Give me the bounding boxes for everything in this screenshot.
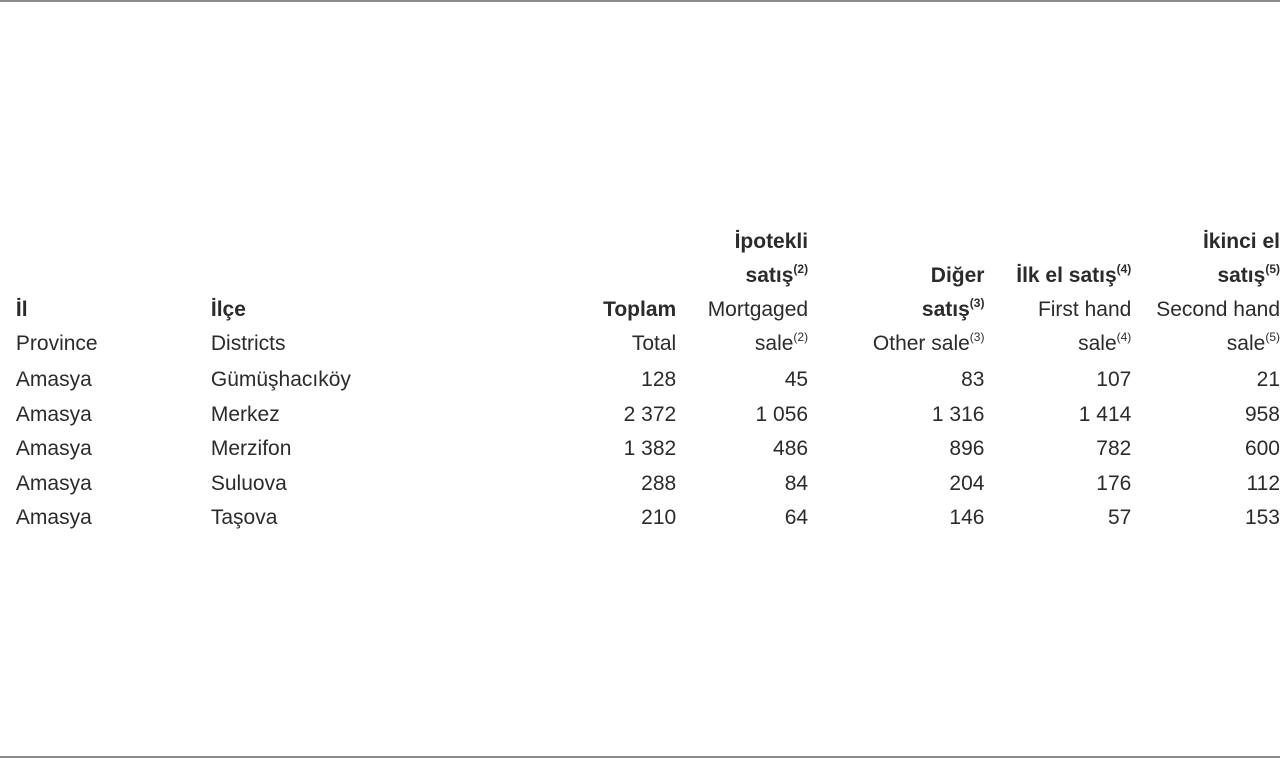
- cell-other: 146: [949, 506, 985, 530]
- cell-province: Amasya: [15, 506, 92, 530]
- cell-first-hand: 1 414: [1078, 402, 1132, 426]
- cell-second-hand: 958: [1244, 402, 1280, 426]
- cell-second-hand: 112: [1246, 471, 1280, 495]
- header-total: Toplam Total: [603, 298, 677, 355]
- cell-total: 128: [641, 368, 677, 392]
- cell-other: 896: [949, 437, 985, 461]
- cell-province: Amasya: [15, 368, 92, 392]
- cell-second-hand: 600: [1244, 437, 1280, 461]
- table-row: [0, 467, 1280, 502]
- header-district: İlçe Districts: [210, 298, 286, 355]
- table-row: [0, 501, 1280, 536]
- cell-province: Amasya: [15, 437, 92, 461]
- cell-first-hand: 176: [1096, 471, 1132, 495]
- cell-mortgaged: 1 056: [755, 402, 809, 426]
- header-other: Diğer satış$^{(3)}$ Other sale$^{(3)}$: [872, 264, 985, 355]
- cell-total: 2 372: [623, 402, 677, 426]
- cell-mortgaged: 64: [784, 506, 809, 530]
- cell-province: Amasya: [15, 471, 92, 495]
- cell-other: 204: [949, 471, 985, 495]
- cell-other: 83: [961, 368, 985, 392]
- cell-province: Amasya: [15, 402, 92, 426]
- cell-district: Merzifon: [210, 437, 292, 461]
- table-row: [0, 432, 1280, 467]
- cell-mortgaged: 486: [773, 437, 809, 461]
- cell-mortgaged: 84: [784, 471, 809, 495]
- cell-second-hand: 153: [1244, 506, 1280, 530]
- cell-district: Gümüşhacıköy: [210, 368, 351, 392]
- cell-district: Taşova: [210, 506, 278, 530]
- header-second-hand: İkinci el satış$^{(5)}$ Second hand sale$^{(5)}$: [1156, 230, 1280, 355]
- cell-first-hand: 57: [1107, 506, 1132, 530]
- header-mortgaged: İpotekli satış$^{(2)}$ Mortgaged sale$^{(2)}$: [707, 230, 809, 355]
- header-province: İl Province: [15, 298, 98, 355]
- bottom-rule: [0, 756, 1280, 758]
- table-row: [0, 361, 1280, 398]
- header-first-hand: İlk el satış$^{(4)}$ First hand sale$^{(4)}$: [1016, 262, 1132, 355]
- table-row: [0, 398, 1280, 433]
- cell-second-hand: 21: [1256, 368, 1280, 392]
- cell-total: 288: [641, 471, 677, 495]
- cell-district: Merkez: [210, 402, 280, 426]
- top-rule: [0, 0, 1280, 2]
- cell-first-hand: 107: [1096, 368, 1132, 392]
- cell-total: 210: [641, 506, 677, 530]
- cell-first-hand: 782: [1096, 437, 1132, 461]
- cell-district: Suluova: [210, 471, 287, 495]
- cell-mortgaged: 45: [784, 368, 809, 392]
- sales-table: [0, 225, 1280, 536]
- cell-total: 1 382: [623, 437, 677, 461]
- header-row: [0, 225, 1280, 361]
- cell-other: 1 316: [931, 402, 985, 426]
